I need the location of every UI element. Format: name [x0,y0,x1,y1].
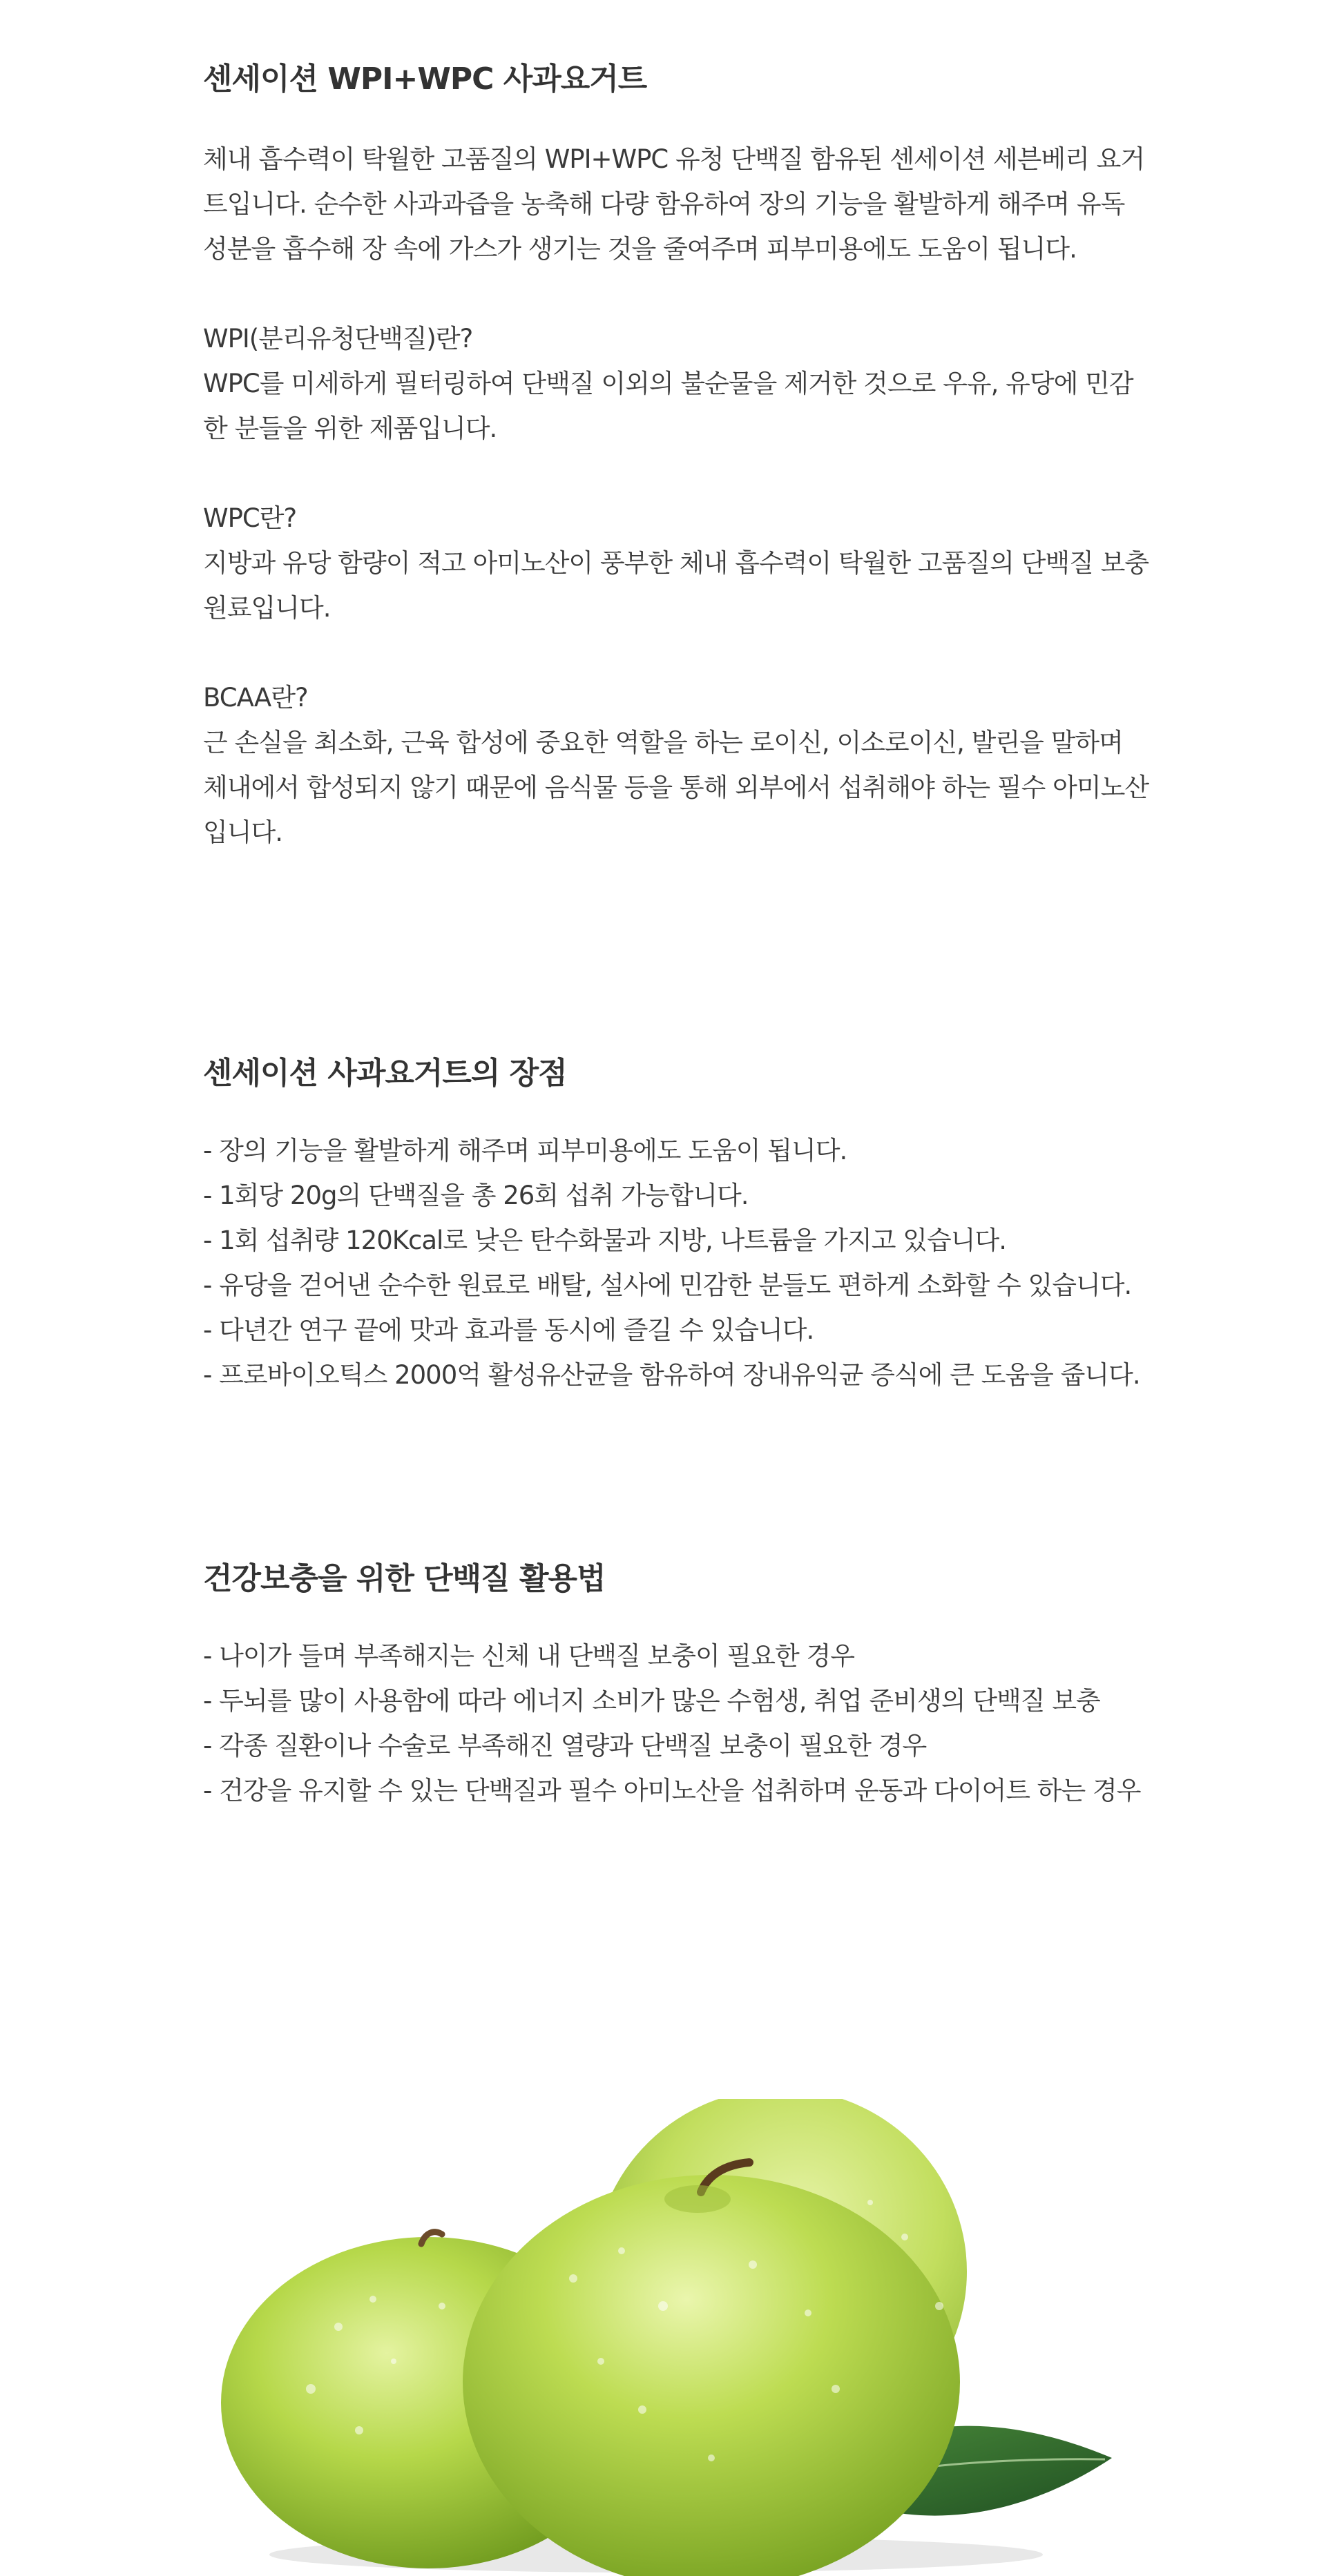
green-apples-photo [214,2099,1126,2576]
advantages-list [203,1128,1140,1397]
wpc-answer-line: 지방과 유당 함량이 적고 아미노산이 풍부한 체내 흡수력이 탁월한 고품질의 단백질 보충 [203,548,1149,578]
list-item: - 1회당 20g의 단백질을 총 26회 섭취 가능합니다. [203,1181,749,1210]
intro-title: 센세이션 WPI+WPC 사과요거트 [203,61,647,97]
wpc-definition [203,496,1156,630]
list-item: - 두뇌를 많이 사용함에 따라 에너지 소비가 많은 수험생, 취업 준비생의 단백질 보충 [203,1686,1100,1716]
intro-description-line: 성분을 흡수해 장 속에 가스가 생기는 것을 줄여주며 피부미용에도 도움이 됩니다. [203,234,1077,264]
apple-front [463,2175,960,2576]
wpi-answer-line: WPC를 미세하게 필터링하여 단백질 이외의 불순물을 제거한 것으로 우유, 유당에 민감 [203,369,1133,398]
advantages-title: 센세이션 사과요거트의 장점 [203,1056,567,1091]
list-item: - 유당을 걷어낸 순수한 원료로 배탈, 설사에 민감한 분들도 편하게 소화할 수 있습니다. [203,1270,1132,1300]
wpc-answer-line: 원료입니다. [203,593,331,623]
bcaa-question: BCAA란? [203,683,308,713]
list-item: - 1회 섭취량 120Kcal로 낮은 탄수화물과 지방, 나트륨을 가지고 있습니다. [203,1226,1006,1255]
list-item: - 다년간 연구 끝에 맛과 효과를 동시에 즐길 수 있습니다. [203,1315,814,1345]
bcaa-answer-line: 체내에서 합성되지 않기 때문에 음식물 등을 통해 외부에서 섭취해야 하는 필수 아미노산 [203,773,1149,802]
list-item: - 장의 기능을 활발하게 해주며 피부미용에도 도움이 됩니다. [203,1136,847,1165]
intro-description [203,137,1156,271]
wpc-question: WPC란? [203,503,297,533]
wpi-question: WPI(분리유청단백질)란? [203,324,473,354]
intro-description-line: 체내 흡수력이 탁월한 고품질의 WPI+WPC 유청 단백질 함유된 센세이션 세븐베리 요거 [203,144,1145,174]
bcaa-answer-line: 근 손실을 최소화, 근육 합성에 중요한 역할을 하는 로이신, 이소로이신, 발린을 말하며 [203,728,1123,757]
wpi-answer-line: 한 분들을 위한 제품입니다. [203,414,497,443]
wpi-definition [203,316,1156,451]
intro-description-line: 트입니다. 순수한 사과과즙을 농축해 다량 함유하여 장의 기능을 활발하게 해주며 유독 [203,189,1125,219]
bcaa-answer-line: 입니다. [203,817,282,847]
list-item: - 나이가 들며 부족해지는 신체 내 단백질 보충이 필요한 경우 [203,1641,855,1671]
usage-list [203,1634,1140,1813]
list-item: - 각종 질환이나 수술로 부족해진 열량과 단백질 보충이 필요한 경우 [203,1731,927,1761]
usage-title: 건강보충을 위한 단백질 활용법 [203,1561,606,1596]
list-item: - 프로바이오틱스 2000억 활성유산균을 함유하여 장내유익균 증식에 큰 도움을 줍니다. [203,1360,1140,1390]
bcaa-definition [203,675,1156,855]
list-item: - 건강을 유지할 수 있는 단백질과 필수 아미노산을 섭취하며 운동과 다이어트 하는 경우 [203,1776,1141,1805]
